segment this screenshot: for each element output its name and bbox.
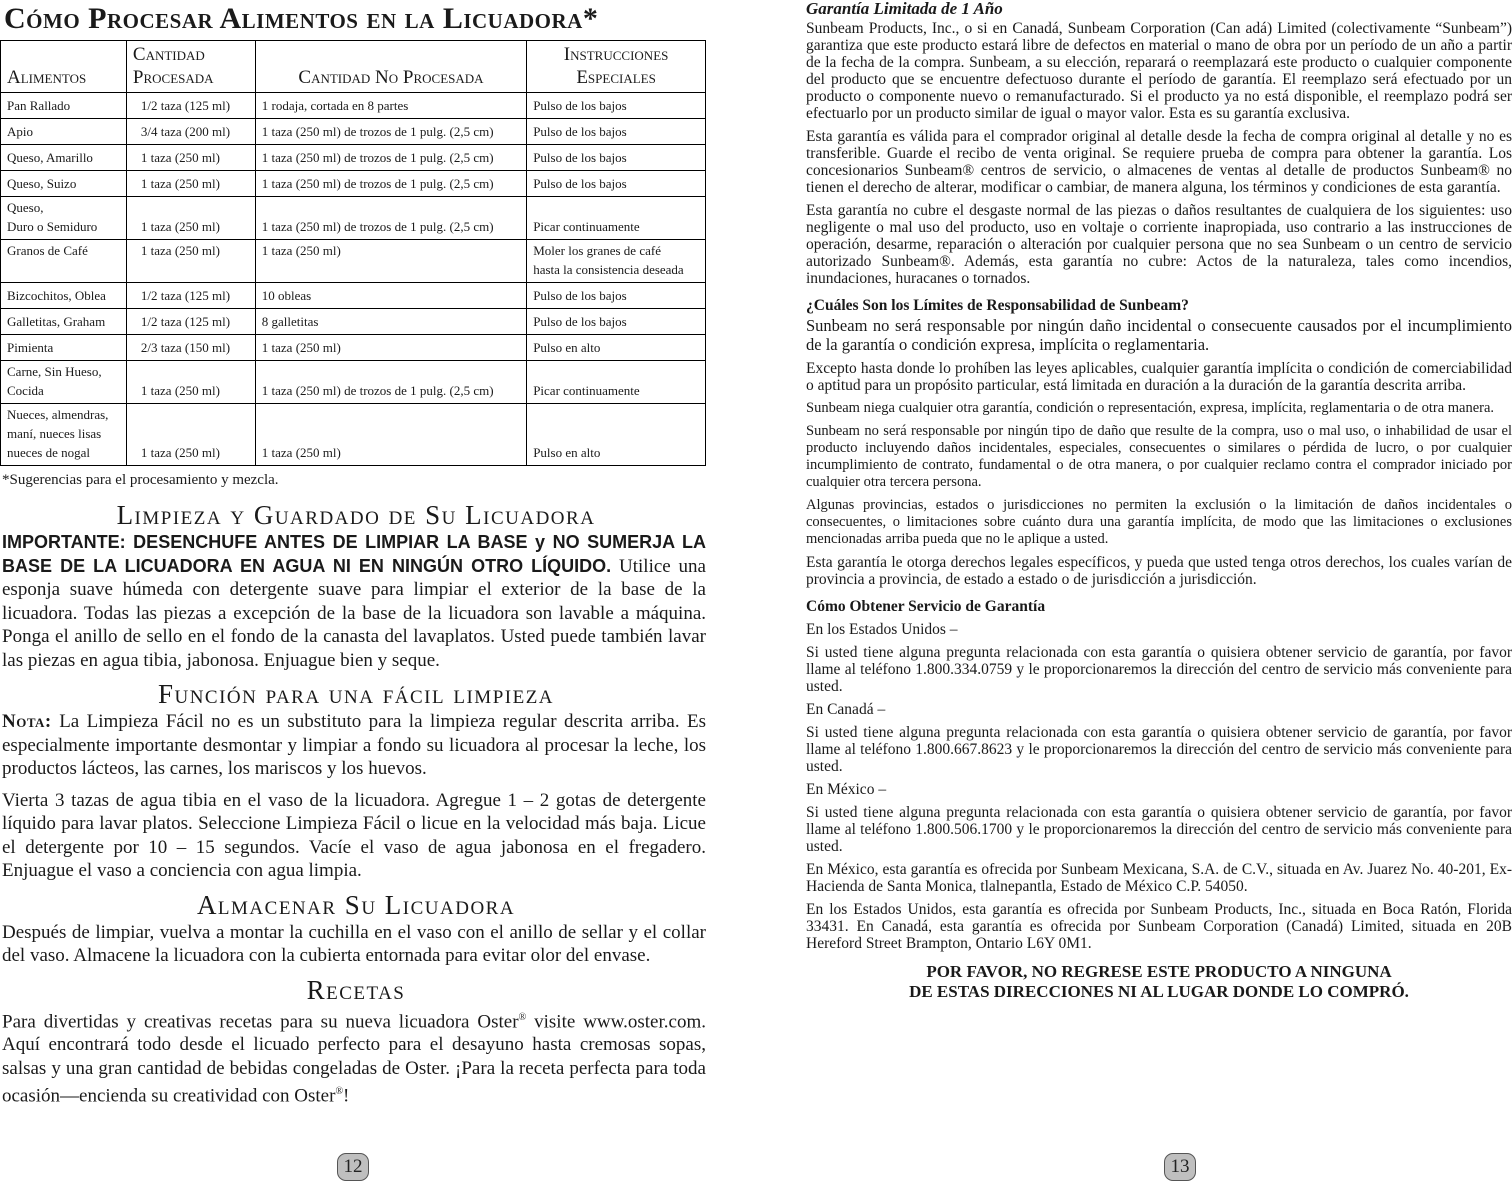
food-cell: Apio bbox=[1, 119, 127, 145]
unprocessed-cell: 1 taza (250 ml) bbox=[255, 240, 526, 283]
table-row bbox=[1, 335, 706, 361]
page-number-left: 12 bbox=[337, 1153, 369, 1181]
return-warning: POR FAVOR, NO REGRESE ESTE PRODUCTO A NINGUNA DE ESTAS DIRECCIONES NI AL LUGAR DONDE LO COMPRÓ. bbox=[909, 962, 1409, 1001]
instructions-cell: Pulso de los bajos bbox=[527, 93, 706, 119]
limits-paragraph: Sunbeam niega cualquier otra garantía, condición o representación, expresa, implícita, reglamentaria o de otra manera. bbox=[806, 400, 1495, 416]
header-foods: Alimentos bbox=[1, 41, 127, 93]
note-label: Nota: bbox=[2, 711, 52, 732]
limits-paragraph: Sunbeam no será responsable por ningún daño incidental o consecuente causados por el incumplimiento de la garantía o condición expresa, implícita o reglamentaria. bbox=[806, 316, 1512, 354]
cleaning-body: Utilice una esponja suave húmeda con detergente suave para limpiar el exterior de la base de la licuadora. Todas las piezas a excepción de la base de la licuadora son lavable a máquina. Ponga el anillo de sello en el fondo de la canasta del lavaplatos. Usted puede también lavar las piezas en agua tibia, jabonosa. Enjuague bien y seque. bbox=[2, 555, 706, 671]
food-cell: Pan Rallado bbox=[1, 93, 127, 119]
warranty-paragraph: Sunbeam Products, Inc., o si en Canadá, Sunbeam Corporation (Can adá) Limited (colectivamente “Sunbeam”) garantiza que este producto estará libre de defectos en material o mano de obra por un período de un año a partir de la fecha de la compra. Sunbeam, a su elección, reparará o reemplazará este producto o cualquier componente del producto que se encuentre defectuoso durante el período de garantía. El reemplazo será efectuado por un producto o componente nuevo o remanufacturado. Si el producto ya no está disponible, el reemplazo podrá ser efectuarlo por un producto similar de igual o mayor valor. Esta es su garantía exclusiva. bbox=[806, 20, 1512, 122]
limits-paragraph: Algunas provincias, estados o jurisdicciones no permiten la exclusión o la limitación de daños incidentales o consecuentes, o limitaciones sobre cuánto dura una garantía implícita, de modo que las limitaciones o exclusiones mencionadas arriba pueda que no le aplique a usted. bbox=[806, 497, 1512, 547]
unprocessed-cell: 8 galletitas bbox=[255, 309, 526, 335]
instructions-cell: Pulso en alto bbox=[527, 404, 706, 466]
limits-paragraph: Excepto hasta donde lo prohíben las leyes aplicables, cualquier garantía implícita o condición de comerciabilidad o aptitud para un propósito particular, está limitada en duración a la duración de la garantía descrita arriba. bbox=[806, 360, 1512, 394]
unprocessed-cell: 1 taza (250 ml) bbox=[255, 335, 526, 361]
processed-cell: 1 taza (250 ml) bbox=[126, 361, 255, 404]
cleaning-text bbox=[0, 531, 712, 672]
processed-cell: 1/2 taza (125 ml) bbox=[126, 93, 255, 119]
header-processed: Cantidad Procesada bbox=[126, 41, 255, 93]
us-label: En los Estados Unidos – bbox=[806, 621, 958, 638]
table-header-row bbox=[1, 41, 706, 93]
processed-cell: 1 taza (250 ml) bbox=[126, 197, 255, 240]
recipes-text: Para divertidas y creativas recetas para su nueva licuadora Oster® visite www.oster.com. Aquí encontrará todo desde el licuado perfecto para el desayuno hasta cremosas sopas, salsas y una gran cantidad de bebidas congeladas de Oster. ¡Para la receta perfecta para toda ocasión—encienda su creatividad con Oster®! bbox=[2, 1010, 706, 1107]
food-cell: Bizcochitos, Oblea bbox=[1, 283, 127, 309]
processed-cell: 1 taza (250 ml) bbox=[126, 404, 255, 466]
instructions-cell: Picar continuamente bbox=[527, 361, 706, 404]
processed-cell: 1 taza (250 ml) bbox=[126, 240, 255, 283]
processed-cell: 1 taza (250 ml) bbox=[126, 171, 255, 197]
instructions-cell: Pulso en alto bbox=[527, 335, 706, 361]
instructions-cell: Pulso de los bajos bbox=[527, 171, 706, 197]
food-cell: Pimienta bbox=[1, 335, 127, 361]
food-cell: Galletitas, Graham bbox=[1, 309, 127, 335]
food-cell: Nueces, almendras, maní, nueces lisas nueces de nogal bbox=[1, 404, 127, 466]
us-service-text: Si usted tiene alguna pregunta relacionada con esta garantía o quisiera obtener servicio de garantía, por favor llame al teléfono 1.800.334.0759 y le proporcionaremos la dirección del centro de servicio más conveniente para usted. bbox=[806, 644, 1512, 695]
table-footnote: *Sugerencias para el procesamiento y mezcla. bbox=[2, 472, 279, 488]
instructions-cell: Pulso de los bajos bbox=[527, 145, 706, 171]
easy-clean-heading: Función para una fácil limpieza bbox=[157, 679, 555, 709]
easy-clean-steps: Vierta 3 tazas de agua tibia en el vaso de la licuadora. Agregue 1 – 2 gotas de detergente líquido para lavar platos. Seleccione Limpieza Fácil o licue en la velocidad más baja. Licue el detergente por 10 – 15 segundos. Vacíe el vaso de agua jabonosa en el fregadero. Enjuague el vaso a conciencia con agua limpia. bbox=[2, 789, 706, 881]
unprocessed-cell: 1 rodaja, cortada en 8 partes bbox=[255, 93, 526, 119]
unprocessed-cell: 1 taza (250 ml) de trozos de 1 pulg. (2,5 cm) bbox=[255, 197, 526, 240]
page-title: Cómo Procesar Alimentos en la Licuadora* bbox=[4, 2, 599, 35]
food-cell: Granos de Café bbox=[1, 240, 127, 283]
page-number-right: 13 bbox=[1164, 1153, 1196, 1181]
instructions-cell: Moler los granes de café hasta la consistencia deseada bbox=[527, 240, 706, 283]
food-processing-table bbox=[0, 40, 706, 466]
us-canada-address: En los Estados Unidos, esta garantía es ofrecida por Sunbeam Products, Inc., situada en Boca Ratón, Florida 33431. En Canadá, esta garantía es ofrecida por Sunbeam Corporation (Canadá) Limited, situada en 20B Hereford Street Brampton, Ontario L6Y 0M1. bbox=[806, 901, 1512, 952]
processed-cell: 1 taza (250 ml) bbox=[126, 145, 255, 171]
table-row bbox=[1, 283, 706, 309]
table-row bbox=[1, 361, 706, 404]
header-unprocessed: Cantidad No Procesada bbox=[255, 41, 526, 93]
easy-clean-note bbox=[0, 710, 712, 781]
warranty-paragraph: Esta garantía es válida para el comprador original al detalle desde la fecha de compra original al detalle y no es transferible. Guarde el recibo de venta original. Se requiere prueba de compra para obtener la garantía. Los concesionarios Sunbeam® centros de servicio, o almacenes de ventas al detalle de productos Sunbeam® no tienen el derecho de alterar, modificar o cambiar, de manera alguna, los términos y condiciones de esta garantía. bbox=[806, 128, 1512, 196]
instructions-cell: Pulso de los bajos bbox=[527, 119, 706, 145]
processed-cell: 3/4 taza (200 ml) bbox=[126, 119, 255, 145]
table-row bbox=[1, 93, 706, 119]
table-row bbox=[1, 119, 706, 145]
service-heading: Cómo Obtener Servicio de Garantía bbox=[806, 598, 1046, 615]
table-row bbox=[1, 145, 706, 171]
mexico-label: En México – bbox=[806, 781, 887, 798]
table-row bbox=[1, 171, 706, 197]
storage-text: Después de limpiar, vuelva a montar la cuchilla en el vaso con el anillo de sellar y el collar del vaso. Almacene la licuadora con la cubierta entornada para evitar olor del envase. bbox=[2, 921, 706, 966]
canada-service-text: Si usted tiene alguna pregunta relacionada con esta garantía o quisiera obtener servicio de garantía, por favor llame al teléfono 1.800.667.8623 y le proporcionaremos la dirección del centro de servicio más conveniente para usted. bbox=[806, 724, 1512, 775]
recipes-heading: Recetas bbox=[306, 974, 406, 1005]
limits-paragraph: Sunbeam no será responsable por ningún tipo de daño que resulte de la compra, uso o mal uso, o inhabilidad de usar el producto incluyendo daños incidentales, especiales, consecuentes o similares o pérdida de lucro, o por cualquier incumplimiento de contrato, fundamental o de otra manera, o por cualquier reclamo contra el comprador iniciado por cualquier otra tercera persona. bbox=[806, 423, 1512, 490]
table-row bbox=[1, 240, 706, 283]
table-row bbox=[1, 197, 706, 240]
warranty-title: Garantía Limitada de 1 Año bbox=[806, 0, 1003, 18]
food-cell: Carne, Sin Hueso, Cocida bbox=[1, 361, 127, 404]
limits-heading: ¿Cuáles Son los Límites de Responsabilidad de Sunbeam? bbox=[806, 297, 1189, 314]
food-cell: Queso, Duro o Semiduro bbox=[1, 197, 127, 240]
unprocessed-cell: 1 taza (250 ml) bbox=[255, 404, 526, 466]
processed-cell: 2/3 taza (150 ml) bbox=[126, 335, 255, 361]
warranty-paragraph: Esta garantía no cubre el desgaste normal de las piezas o daños resultantes de cualquiera de los siguientes: uso negligente o mal uso del producto, uso en voltaje o corriente inapropiada, uso contrario a las instrucciones de operación, desarme, reparación o alteración por cualquier persona que no sea Sunbeam o un centro de servicio autorizado Sunbeam®. Además, esta garantía no cubre: Actos de la naturaleza, tales como incendios, inundaciones, huracanes o tornados. bbox=[806, 202, 1512, 287]
instructions-cell: Pulso de los bajos bbox=[527, 309, 706, 335]
right-page bbox=[806, 0, 1512, 1183]
note-body: La Limpieza Fácil no es un substituto para la limpieza regular descrita arriba. Es especialmente importante desmontar y limpiar a fondo su licuadora al procesar la leche, los productos lácteos, las carnes, los mariscos y los huevos. bbox=[2, 711, 706, 779]
unprocessed-cell: 1 taza (250 ml) de trozos de 1 pulg. (2,5 cm) bbox=[255, 361, 526, 404]
mexico-service-text: Si usted tiene alguna pregunta relacionada con esta garantía o quisiera obtener servicio de garantía, por favor llame al teléfono 1.800.506.1700 y le proporcionaremos la dirección del centro de servicio más conveniente para usted. bbox=[806, 804, 1512, 855]
table-row bbox=[1, 309, 706, 335]
table-row bbox=[1, 404, 706, 466]
food-cell: Queso, Suizo bbox=[1, 171, 127, 197]
limits-paragraph: Esta garantía le otorga derechos legales específicos, y pueda que usted tenga otros derechos, los cuales varían de provincia a provincia, de estado a estado o de jurisdicción a jurisdicción. bbox=[806, 554, 1512, 588]
cleaning-heading: Limpieza y Guardado de Su Licuadora bbox=[116, 500, 596, 530]
storage-heading: Almacenar Su Licuadora bbox=[196, 889, 516, 920]
unprocessed-cell: 1 taza (250 ml) de trozos de 1 pulg. (2,5 cm) bbox=[255, 171, 526, 197]
unprocessed-cell: 1 taza (250 ml) de trozos de 1 pulg. (2,5 cm) bbox=[255, 119, 526, 145]
unprocessed-cell: 1 taza (250 ml) de trozos de 1 pulg. (2,5 cm) bbox=[255, 145, 526, 171]
cleaning-warning: IMPORTANTE: DESENCHUFE ANTES DE LIMPIAR LA BASE y NO SUMERJA LA BASE DE LA LICUADORA EN AGUA NI EN NINGÚN OTRO LÍQUIDO. bbox=[2, 532, 706, 576]
instructions-cell: Pulso de los bajos bbox=[527, 283, 706, 309]
processed-cell: 1/2 taza (125 ml) bbox=[126, 283, 255, 309]
instructions-cell: Picar continuamente bbox=[527, 197, 706, 240]
mexico-address: En México, esta garantía es ofrecida por Sunbeam Mexicana, S.A. de C.V., situada en Av. Juarez No. 40-201, Ex-Hacienda de Santa Monica, tlalnepantla, Estado de México C.P. 54050. bbox=[806, 861, 1512, 895]
unprocessed-cell: 10 obleas bbox=[255, 283, 526, 309]
header-instructions: Instrucciones Especiales bbox=[527, 41, 706, 93]
left-page bbox=[0, 0, 712, 1183]
processed-cell: 1/2 taza (125 ml) bbox=[126, 309, 255, 335]
canada-label: En Canadá – bbox=[806, 701, 886, 718]
food-cell: Queso, Amarillo bbox=[1, 145, 127, 171]
